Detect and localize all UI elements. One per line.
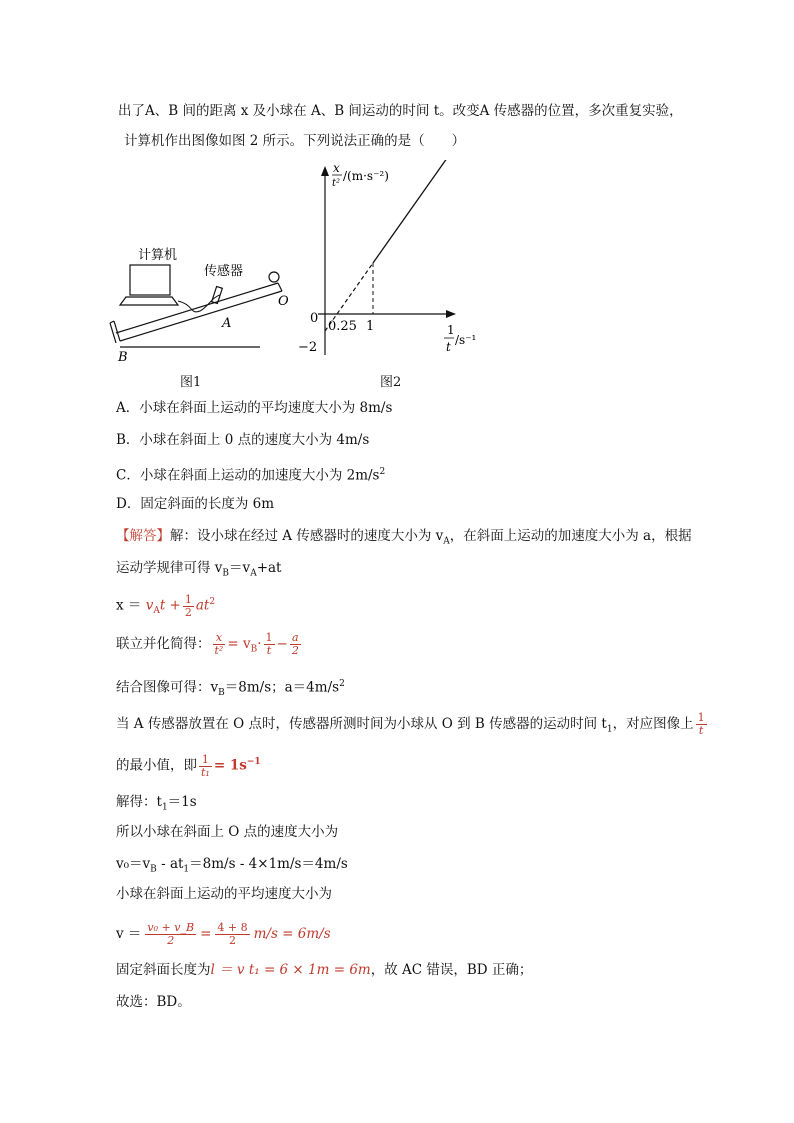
solution-line-3-equation: $x = v_At$ + $\frac{1}{2}$ $at^2$ [116,592,216,619]
solution-line-5: 结合图像可得：$v_B=8m/s$；$a=4m/s^2$ [116,679,345,699]
solution-line-12-equation: v ＝ $\frac{\text{v₀ + v\_B}}{2}$ = $\frac{4 + 8}{2}$ m/s = 6m/s [116,921,331,947]
x-label-denominator: t [446,340,451,354]
solution-line-10: $v_0=v_B - at_1=8m/s - 4\times 1m/s=4m/s$ [116,856,348,875]
y-label-denominator: t² [332,178,341,189]
point-b-label: B [118,350,128,365]
computer-screen [130,265,170,295]
solution-line-9: 所以小球在斜面上 O 点的速度大小为 [116,824,339,840]
solution-line-6: 当 A 传感器放置在 O 点时，传感器所测时间为小球从 O 到 B 传感器的运动时间 $t_1$，对应图像上 $\frac{1}{t}$ [116,711,705,737]
option-d: D．固定斜面的长度为 6m [116,496,275,512]
option-a: A．小球在斜面上运动的平均速度大小为 8m/s [116,400,393,416]
ball [269,272,279,282]
solution-line-11: 小球在斜面上运动的平均速度大小为 [116,886,332,902]
solution-line-2: 运动学规律可得 $v_B=v_A+at$ [116,560,282,579]
solution-line-4-equation: 联立并化简得： $\frac{x}{\text{t²}}$ = $v_B\cdot$ $\frac{1}{t}$ − $\frac{a}{2}$ [116,631,299,657]
y-label-numerator: x [333,161,340,175]
figure-2-caption: 图2 [380,375,402,390]
x-label-unit: /s⁻¹ [455,333,477,347]
solution-tag: 【解答】 [116,528,170,544]
solution-line-13: 固定斜面长度为l ＝ v t₁ = 6 × 1m = 6m，故 AC 错误，BD 正确； [116,962,533,978]
tick-label-1: 1 [366,319,375,334]
x-axis-arrow [446,310,456,318]
incline-top [116,283,278,333]
solution-line-8: 解得：$t_1=1s$ [116,794,197,813]
point-a-label: A [222,316,232,331]
x-label-numerator: 1 [447,323,455,337]
solution-line-1: 【解答】解：设小球在经过 A 传感器时的速度大小为 $v_A$，在斜面上运动的加速度大小为 a，根据 [116,528,692,547]
point-o-label: O [278,294,289,309]
figure-1-caption: 图1 [180,375,202,390]
intro-line-2: 计算机作出图像如图 2 所示。下列说法正确的是（ ） [124,133,466,149]
incline-bottom [120,291,282,341]
option-c: C．小球在斜面上运动的加速度大小为 $2m/s^2$ [116,467,386,484]
solution-line-14: 故选：BD。 [116,994,191,1010]
intro-line-1: 出了A、B 间的距离 x 及小球在 A、B 间运动的时间 t。改变A 传感器的位置，多次重复实验， [118,103,683,119]
solution-line-7: 的最小值，即 $\frac{1}{\text{t₁}}$ = $1s^{-1}$ [116,752,261,779]
origin-label: 0 [310,311,319,326]
y-axis-arrow [321,166,329,176]
tick-label-neg2: −2 [298,340,318,355]
computer-label: 计算机 [138,248,178,263]
computer-keyboard [120,297,178,305]
y-label-unit: /(m·s⁻²) [343,169,389,183]
figure-1-apparatus [108,235,298,365]
tick-label-025: 0.25 [328,319,357,334]
option-b: B．小球在斜面上 0 点的速度大小为 4m/s [116,432,370,448]
figure-2-graph [290,160,500,360]
data-line [373,160,493,263]
sensor-label: 传感器 [204,264,244,279]
